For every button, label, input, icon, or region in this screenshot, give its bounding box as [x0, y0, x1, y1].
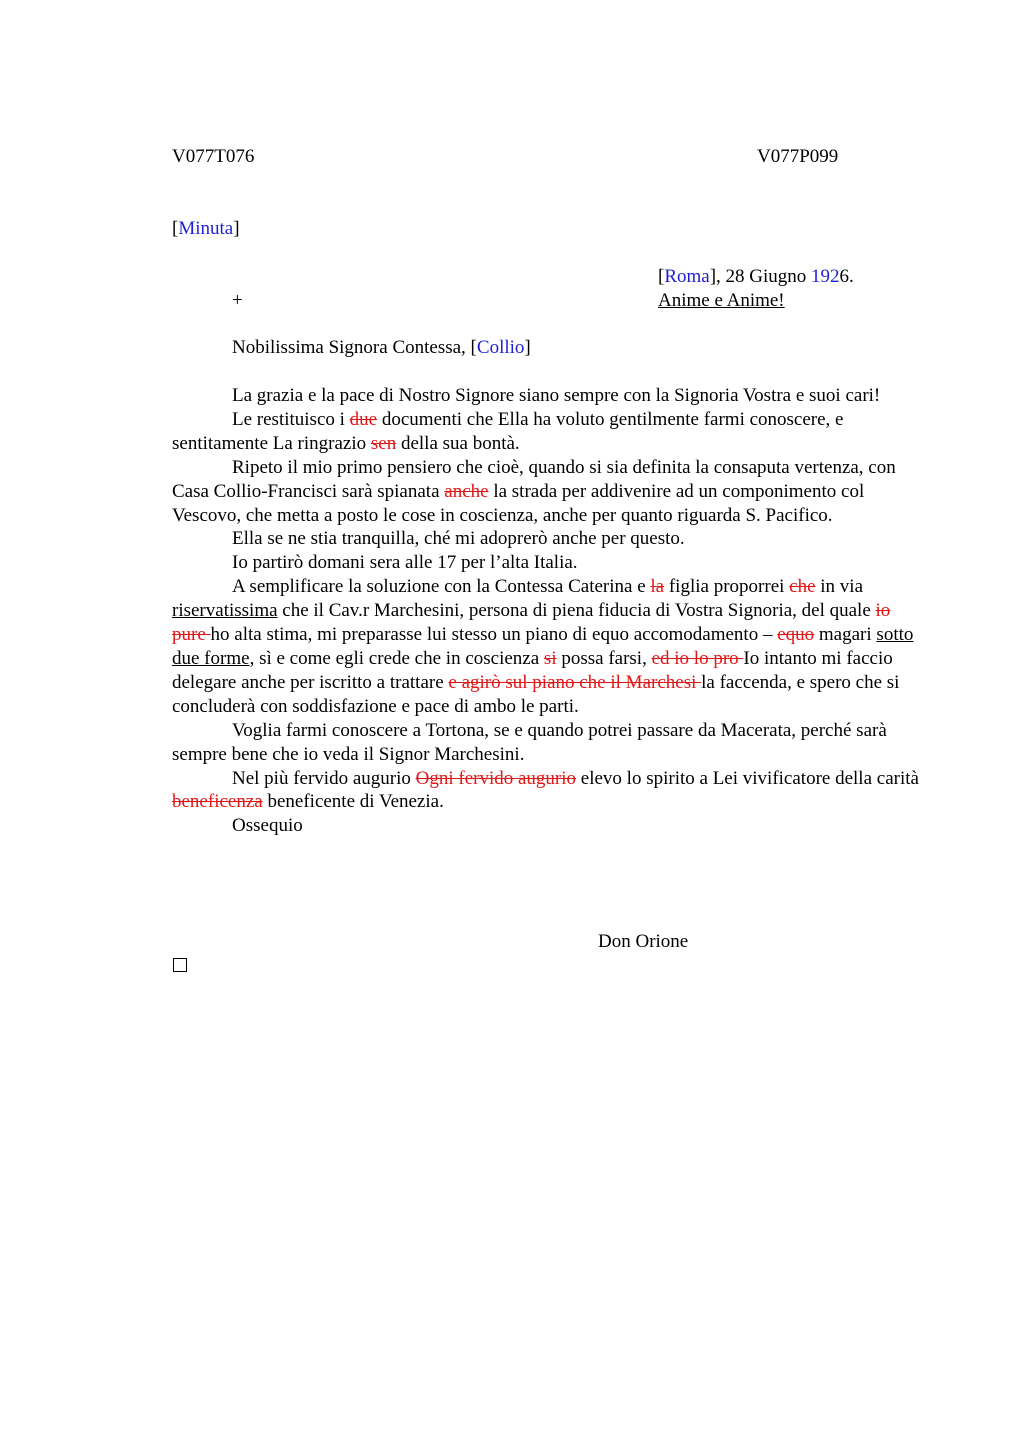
dateline-date: ], 28 Giugno	[709, 266, 812, 287]
label-minuta: Minuta	[178, 218, 234, 239]
deleted-word: si	[543, 647, 557, 669]
paragraph-5: Io partirò domani sera alle 17 per l’alta Italia.	[232, 552, 578, 574]
paragraph-9: Ossequio	[232, 815, 303, 837]
signature: Don Orione	[598, 931, 689, 952]
p8-text-a: Nel più fervido augurio	[232, 767, 416, 789]
dateline	[658, 266, 854, 288]
p6-text-c: in via	[815, 576, 864, 598]
paragraph-8	[172, 767, 922, 815]
p6-text-a: A semplificare la soluzione con la Contessa Caterina e	[232, 576, 651, 598]
deleted-word: sen	[370, 432, 397, 454]
p6-text-g: , sì e come egli crede che in coscienza	[249, 647, 544, 669]
paragraph-3	[172, 456, 922, 528]
paragraph-1: La grazia e la pace di Nostro Signore siano sempre con la Signoria Vostra e suoi cari!	[232, 385, 881, 406]
document-label	[172, 218, 240, 240]
paragraph-6	[172, 575, 922, 718]
p6-text-j: la faccenda, e spero che si concluderà con soddisfazione e pace di ambo le parti.	[172, 671, 900, 717]
deleted-word: due	[349, 408, 378, 430]
deleted-word: anche	[444, 480, 489, 502]
deleted-phrase: ed io lo pro	[651, 647, 744, 669]
cross-symbol: +	[232, 290, 243, 311]
underlined-phrase: sotto due forme	[172, 624, 914, 669]
dateline-place: Roma	[664, 266, 710, 287]
deleted-word: che	[789, 576, 816, 598]
p2-text-c: della sua bontà.	[396, 432, 520, 454]
dateline-year-end: 6.	[839, 266, 854, 287]
p6-text-i: Io intanto mi faccio delegare anche per iscritto a trattare	[172, 647, 893, 693]
salutation-close: ]	[524, 337, 531, 358]
underlined-word: riservatissima	[172, 600, 278, 622]
deleted-word: equo	[777, 624, 815, 646]
paragraph-4: Ella se ne stia tranquilla, ché mi adoprerò anche per questo.	[232, 528, 685, 550]
deleted-word: beneficenza	[172, 791, 263, 813]
document-code-left: V077T076	[172, 146, 255, 167]
p6-text-f: magari	[814, 624, 877, 646]
p6-text-e: ho alta stima, mi preparasse lui stesso un piano di equo accomodamento –	[210, 624, 778, 646]
p2-text-b: documenti che Ella ha voluto gentilmente farmi conoscere, e sentitamente La ringrazio	[172, 408, 844, 454]
deleted-word: io pure	[172, 600, 891, 646]
p3-text-a: Ripeto il mio primo pensiero che cioè, quando si sia definita la consaputa vertenza, con Casa Collio-Francisci sarà spianata	[172, 456, 896, 502]
p6-text-b: figlia proporrei	[664, 576, 790, 598]
dateline-year-editorial: 192	[811, 266, 840, 287]
letter-body	[172, 384, 922, 838]
paragraph-2	[172, 408, 922, 456]
label-open-bracket: [	[172, 218, 179, 239]
square-box-icon	[173, 958, 187, 972]
deleted-word: la	[650, 576, 665, 598]
p8-text-b: elevo lo spirito a Lei vivificatore della carità	[576, 767, 919, 789]
p6-text-h: possa farsi,	[556, 647, 652, 669]
paragraph-7: Voglia farmi conoscere a Tortona, se e quando potrei passare da Macerata, perché sarà sempre bene che io veda il Signor Marchesini.	[172, 719, 887, 765]
deleted-phrase: Ogni fervido augurio	[415, 767, 577, 789]
label-close-bracket: ]	[233, 218, 240, 239]
deleted-phrase: e agirò sul piano che il Marchesi	[448, 671, 702, 693]
p6-text-d: che il Cav.r Marchesini, persona di piena fiducia di Vostra Signoria, del quale	[277, 600, 876, 622]
salutation-text: Nobilissima Signora Contessa, [	[232, 337, 477, 358]
p8-text-c: beneficente di Venezia.	[262, 791, 444, 813]
p3-text-b: la strada per addivenire ad un componimento col Vescovo, che metta a posto le cose in coscienza, anche per quanto riguarda S. Pacifico.	[172, 480, 865, 526]
motto: Anime e Anime!	[658, 290, 785, 311]
dateline-open: [	[658, 266, 665, 287]
salutation-name: Collio	[476, 337, 525, 358]
document-code-right: V077P099	[757, 146, 839, 167]
p2-text-a: Le restituisco i	[232, 408, 350, 430]
salutation	[232, 337, 531, 359]
